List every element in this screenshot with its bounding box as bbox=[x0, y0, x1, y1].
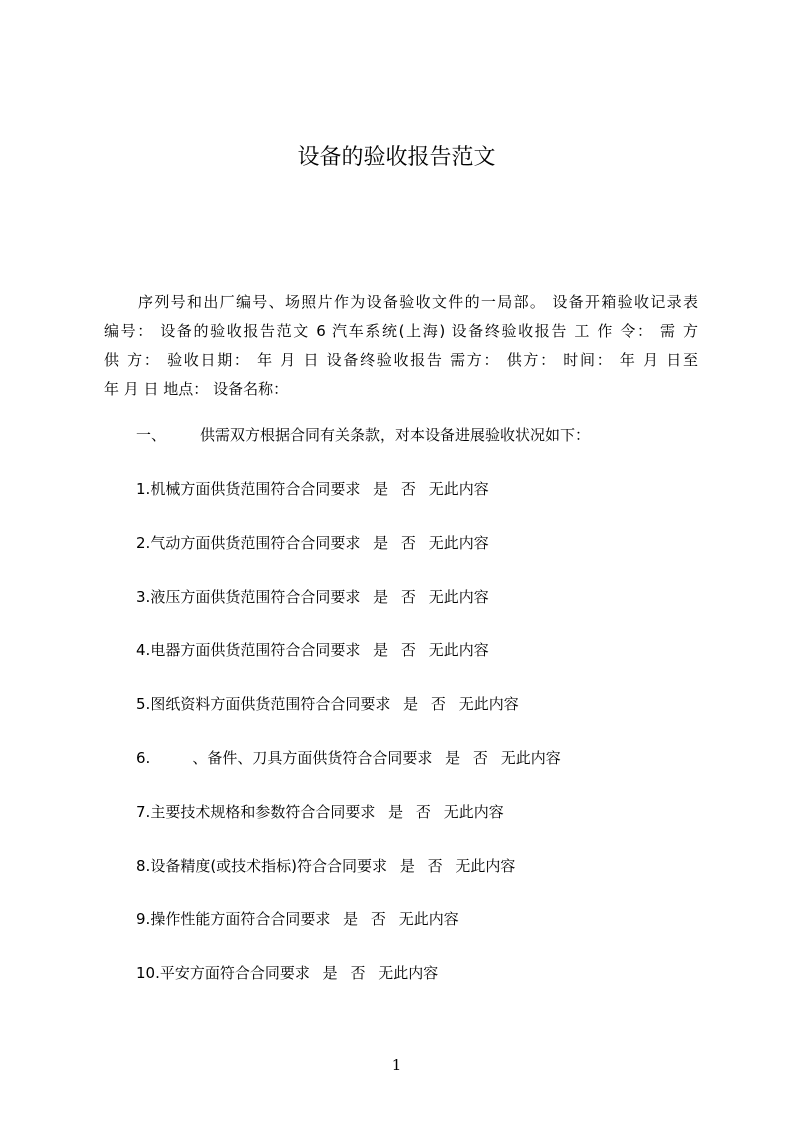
item-text: 、备件、刀具方面供货符合合同要求 bbox=[192, 748, 433, 767]
option-no: 否 bbox=[350, 964, 366, 983]
option-none: 无此内容 bbox=[378, 964, 439, 983]
option-none: 无此内容 bbox=[428, 480, 489, 498]
checklist-item bbox=[136, 747, 696, 801]
item-text: 平安方面符合合同要求 bbox=[159, 964, 310, 983]
acceptance-checklist bbox=[136, 478, 696, 1016]
item-number: 5. bbox=[136, 695, 151, 714]
checklist-item bbox=[136, 801, 696, 855]
option-yes: 是 bbox=[403, 695, 419, 714]
item-number: 4. bbox=[136, 641, 151, 660]
item-number: 10. bbox=[136, 964, 160, 983]
option-no: 否 bbox=[430, 695, 446, 714]
intro-line: 序列号和出厂编号、场照片作为设备验收文件的一局部。 设备开箱验收记录表 bbox=[138, 293, 698, 311]
option-none: 无此内容 bbox=[428, 587, 489, 606]
item-text: 电器方面供货范围符合合同要求 bbox=[150, 641, 361, 660]
option-yes: 是 bbox=[322, 964, 338, 983]
option-none: 无此内容 bbox=[428, 533, 489, 552]
item-text: 气动方面供货范围符合合同要求 bbox=[150, 533, 361, 552]
option-none: 无此内容 bbox=[443, 802, 504, 821]
checklist-item bbox=[136, 693, 696, 747]
item-number: 3. bbox=[136, 587, 151, 606]
item-text: 机械方面供货范围符合合同要求 bbox=[150, 480, 361, 498]
intro-paragraph bbox=[104, 288, 698, 404]
checklist-item bbox=[136, 962, 696, 1016]
option-yes: 是 bbox=[373, 587, 389, 606]
option-no: 否 bbox=[370, 910, 386, 929]
section-number: 一、 bbox=[136, 426, 167, 444]
option-yes: 是 bbox=[373, 533, 389, 552]
intro-line: 年 月 日 地点： 设备名称： bbox=[104, 380, 289, 398]
option-yes: 是 bbox=[373, 480, 389, 498]
option-no: 否 bbox=[415, 802, 431, 821]
option-none: 无此内容 bbox=[500, 748, 561, 767]
checklist-item bbox=[136, 908, 696, 962]
item-text: 操作性能方面符合合同要求 bbox=[150, 910, 331, 929]
item-number: 8. bbox=[136, 856, 151, 875]
option-no: 否 bbox=[427, 856, 443, 875]
item-text: 液压方面供货范围符合合同要求 bbox=[150, 587, 361, 606]
option-yes: 是 bbox=[399, 856, 415, 875]
option-yes: 是 bbox=[343, 910, 359, 929]
section-heading bbox=[136, 424, 590, 446]
option-no: 否 bbox=[400, 480, 416, 498]
item-number: 6. bbox=[136, 748, 151, 767]
intro-line: 供 方： 验收日期： 年 月 日 设备终验收报告 需方： 供方： 时间： 年 月 日至 bbox=[104, 351, 698, 369]
checklist-item bbox=[136, 855, 696, 909]
item-number: 1. bbox=[136, 480, 151, 498]
option-no: 否 bbox=[400, 587, 416, 606]
option-none: 无此内容 bbox=[428, 641, 489, 660]
option-yes: 是 bbox=[373, 641, 389, 660]
option-none: 无此内容 bbox=[455, 856, 516, 875]
checklist-item bbox=[136, 586, 696, 640]
option-no: 否 bbox=[472, 748, 488, 767]
item-text: 设备精度(或技术指标)符合合同要求 bbox=[150, 856, 388, 875]
page-number: 1 bbox=[391, 1056, 402, 1074]
item-number: 7. bbox=[136, 802, 151, 821]
intro-line: 编号： 设备的验收报告范文 6 汽车系统(上海) 设备终验收报告 工 作 令： 需 方 bbox=[104, 322, 698, 340]
option-none: 无此内容 bbox=[398, 910, 459, 929]
item-number: 2. bbox=[136, 533, 151, 552]
page-title: 设备的验收报告范文 bbox=[297, 145, 496, 170]
option-no: 否 bbox=[400, 641, 416, 660]
option-none: 无此内容 bbox=[458, 695, 519, 714]
item-text: 主要技术规格和参数符合合同要求 bbox=[150, 802, 376, 821]
checklist-item bbox=[136, 478, 696, 532]
checklist-item bbox=[136, 532, 696, 586]
option-no: 否 bbox=[400, 533, 416, 552]
section-text: 供需双方根据合同有关条款，对本设备进展验收状况如下： bbox=[200, 426, 591, 444]
option-yes: 是 bbox=[445, 748, 461, 767]
item-number: 9. bbox=[136, 910, 151, 929]
option-yes: 是 bbox=[388, 802, 404, 821]
checklist-item bbox=[136, 639, 696, 693]
item-text: 图纸资料方面供货范围符合合同要求 bbox=[150, 695, 391, 714]
